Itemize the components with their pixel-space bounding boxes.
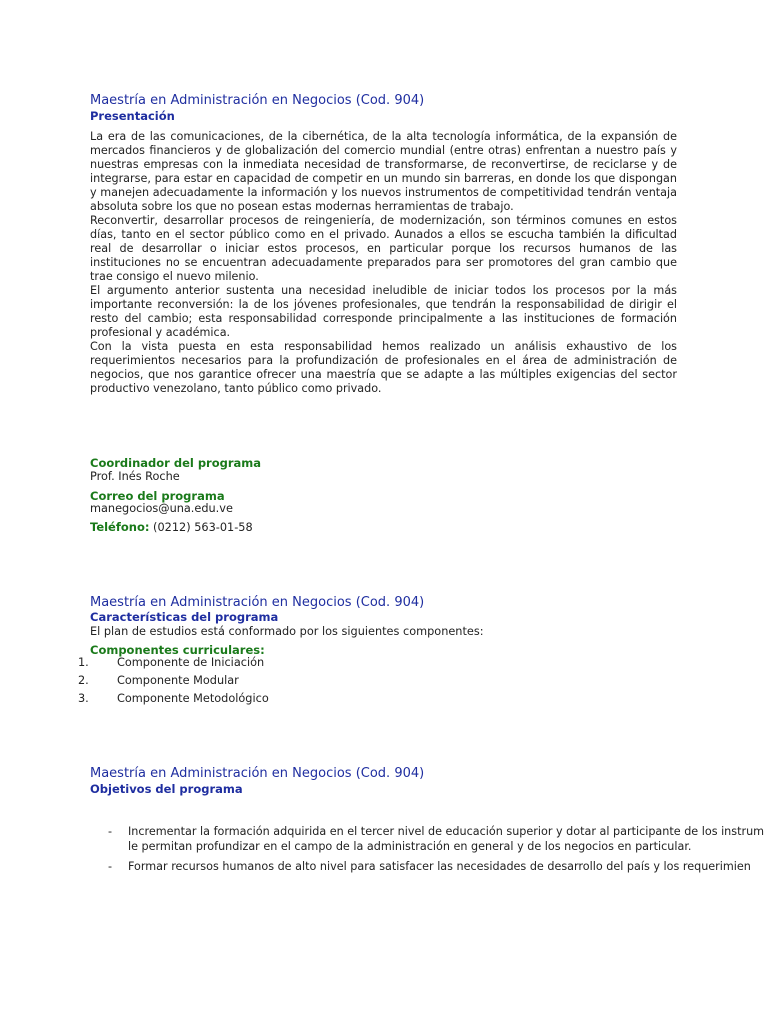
- coordinator-label: Coordinador del programa: [90, 456, 262, 470]
- email-label: Correo del programa: [90, 489, 225, 503]
- section-subtitle: Presentación: [90, 109, 175, 123]
- section-title: Maestría en Administración en Negocios (Cod. 904): [90, 766, 425, 781]
- section-intro: El plan de estudios está conformado por los siguientes componentes:: [90, 625, 484, 638]
- section-title: Maestría en Administración en Negocios (Cod. 904): [90, 595, 425, 610]
- objective-line: le permitan profundizar en el campo de la administración en general y de los negocios en particular.: [128, 839, 692, 853]
- objective-item: [108, 860, 768, 876]
- paragraph: El argumento anterior sustenta una necesidad ineludible de iniciar todos los procesos por la más importante reconversión: la de los jóvenes profesionales, que tendrán la responsabilidad de dirigir el resto del cambio; esta responsabilidad corresponde principalmente a las instituciones de formación profesional y académica.: [90, 284, 677, 339]
- presentation-text: [90, 130, 677, 396]
- phone-line: [90, 520, 253, 535]
- list-label: Componentes curriculares:: [90, 643, 265, 657]
- email-link[interactable]: manegocios@una.edu.ve: [90, 502, 233, 515]
- objective-item: [108, 825, 768, 855]
- objective-line: Formar recursos humanos de alto nivel para satisfacer las necesidades de desarrollo del país y los requerimien: [128, 860, 751, 873]
- phone-number: (0212) 563-01-58: [149, 521, 253, 534]
- paragraph: Reconvertir, desarrollar procesos de reingeniería, de modernización, son términos comunes en estos días, tanto en el sector público como en el privado. Aunados a ellos se escucha también la dificultad real de desarrollar o iniciar estos procesos, en particular porque los recursos humanos de las instituciones no se encuentran adecuadamente preparados para ser promotores del gran cambio que trae consigo el nuevo milenio.: [90, 214, 677, 283]
- section-title: Maestría en Administración en Negocios (Cod. 904): [90, 93, 425, 108]
- bullet: -: [108, 860, 113, 873]
- section-subtitle: Características del programa: [90, 610, 279, 624]
- objective-line: Incrementar la formación adquirida en el tercer nivel de educación superior y dotar al participante de los instrum: [128, 825, 765, 838]
- paragraph: Con la vista puesta en esta responsabilidad hemos realizado un análisis exhaustivo de los requerimientos necesarios para la profundización de profesionales en el área de administración de negocios, que nos garantice ofrecer una maestría que se adapte a las múltiples exigencias del sector productivo venezolano, tanto público como privado.: [90, 340, 677, 395]
- coordinator-name: Prof. Inés Roche: [90, 470, 180, 483]
- paragraph: La era de las comunicaciones, de la cibernética, de la alta tecnología informática, de la expansión de mercados financieros y de globalización del comercio mundial (entre otras) enfrentan a nuestro país y nuestras empresas con la inmediata necesidad de transformarse, de reconvertirse, de reciclarse y de integrarse, para estar en capacidad de competir en un mundo sin barreras, en donde los que dispongan y manejen adecuadamente la información y los nuevos instrumentos de competitividad tendrán ventaja absoluta sobre los que no posean estas modernas herramientas de trabajo.: [90, 130, 677, 213]
- section-subtitle: Objetivos del programa: [90, 782, 243, 796]
- phone-label: Teléfono:: [90, 520, 150, 534]
- bullet: -: [108, 825, 113, 838]
